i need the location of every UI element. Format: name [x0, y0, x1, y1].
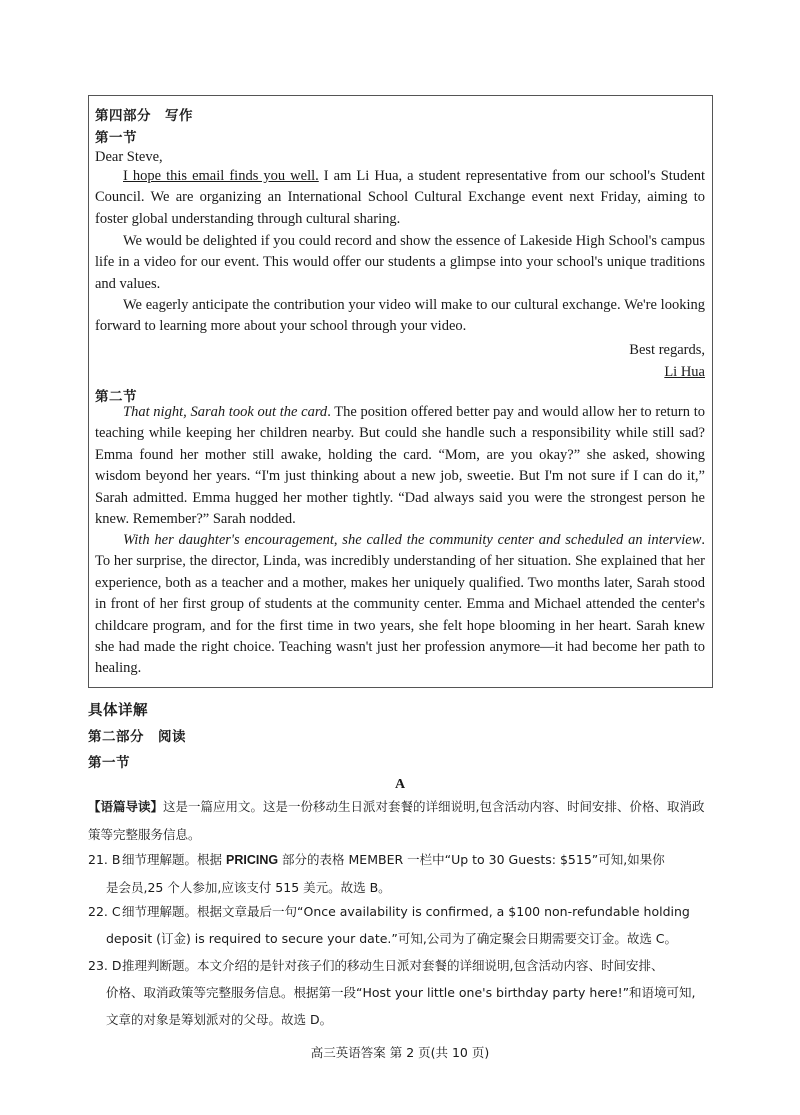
- letter-paragraph-1: [95, 166, 705, 230]
- intro-text: 这是一篇应用文。这是一份移动生日派对套餐的详细说明,包含活动内容、时间安排、价格、取消政策等完整服务信息。: [88, 799, 705, 842]
- question-number: 23. D: [88, 958, 122, 973]
- answer-text: 细节理解题。根据: [122, 852, 226, 867]
- paragraph-text: . To her surprise, the director, Linda, was incredibly understanding of her situation. She explained that her experience, both as a teacher and a mother, makes her uniquely qualified. Two months later, Sarah stood in front of her first group of students at the community center. Emma and Michael attended the center's childcare program, and for the first time in two years, she felt hope blooming in her heart. Sarah knew she had made the right choice. Teaching wasn't just her profession anymore—it had become her path to healing.: [95, 532, 705, 677]
- answer-text: 是会员,25 个人参加,应该支付 515 美元。故选 B。: [106, 880, 391, 895]
- letter-paragraph-3: We eagerly anticipate the contribution your video will make to our cultural exchange. We're looking forward to learning more about your school through your video.: [95, 297, 705, 335]
- story-paragraph-1: [95, 402, 705, 530]
- answer-22: [88, 898, 713, 952]
- letter-greeting: Dear Steve,: [95, 149, 163, 165]
- answer-text: 部分的表格 MEMBER 一栏中“Up to 30 Guests: $515”可知,如果你: [278, 852, 665, 867]
- details-title: 具体详解: [88, 703, 148, 719]
- section-1-title: 第一节: [95, 130, 137, 146]
- letter-paragraph-2: We would be delighted if you could record and show the essence of Lakeside High School's campus life in a video for our event. This would offer our students a glimpse into your school's unique traditions and values.: [95, 233, 705, 292]
- answer-text: deposit (订金) is required to secure your date.”可知,公司为了确定聚会日期需要交订金。故选 C。: [106, 931, 678, 946]
- answer-text: 推理判断题。本文介绍的是针对孩子们的移动生日派对套餐的详细说明,包含活动内容、时间安排、: [122, 958, 664, 973]
- answer-text: 文章的对象是筹划派对的父母。故选 D。: [106, 1012, 333, 1027]
- letter-closing: Best regards,: [629, 342, 705, 358]
- passage-intro: [88, 793, 713, 849]
- paragraph-text: I am Li Hua, a student representative from our school's Student Council. We are organizing an International School Cultural Exchange event next Friday, aiming to foster global understanding through cultural sharing.: [95, 168, 706, 227]
- bold-keyword: PRICING: [225, 853, 279, 867]
- reading-section-1-title: 第一节: [88, 755, 130, 771]
- part-number: 第二部分: [88, 729, 144, 745]
- page-footer: 高三英语答案 第 2 页(共 10 页): [310, 1045, 490, 1060]
- given-sentence-1: That night, Sarah took out the card: [123, 404, 328, 420]
- intro-tag: 【语篇导读】: [88, 799, 164, 814]
- letter-signature: Li Hua: [664, 364, 705, 380]
- answer-23: [88, 952, 713, 1033]
- part-number: 第四部分: [95, 108, 151, 124]
- answer-21: [88, 846, 713, 901]
- reading-part-title: [88, 725, 186, 745]
- section-2-title: 第二节: [95, 389, 137, 405]
- paragraph-text: . The position offered better pay and would allow her to return to teaching while keeping her children nearby. But could she handle such a responsibility while still sad? Emma found her mother still awake, holding the card. “Mom, are you okay?” she asked, showing wisdom beyond her years. “I'm just thinking about a new job, sweetie. But I'm not sure if I can do it,” Sarah admitted. Emma hugged her mother tightly. “Dad always said you were the strongest person he knew. Remember?” Sarah nodded.: [95, 404, 705, 528]
- part-name: 阅读: [158, 729, 186, 745]
- underlined-sentence: I hope this email finds you well.: [123, 168, 319, 184]
- answer-text: 价格、取消政策等完整服务信息。根据第一段“Host your little one's birthday party here!”和语境可知,: [106, 985, 696, 1000]
- answer-text: 细节理解题。根据文章最后一句“Once availability is confirmed, a $100 non-refundable holding: [122, 904, 690, 919]
- part-name: 写作: [165, 108, 193, 124]
- given-sentence-2: With her daughter's encouragement, she called the community center and scheduled an interview: [123, 532, 702, 548]
- question-number: 21. B: [88, 852, 121, 867]
- passage-letter: A: [394, 777, 406, 792]
- story-paragraph-2: [95, 530, 705, 680]
- question-number: 22. C: [88, 904, 121, 919]
- writing-part-title: [95, 104, 193, 124]
